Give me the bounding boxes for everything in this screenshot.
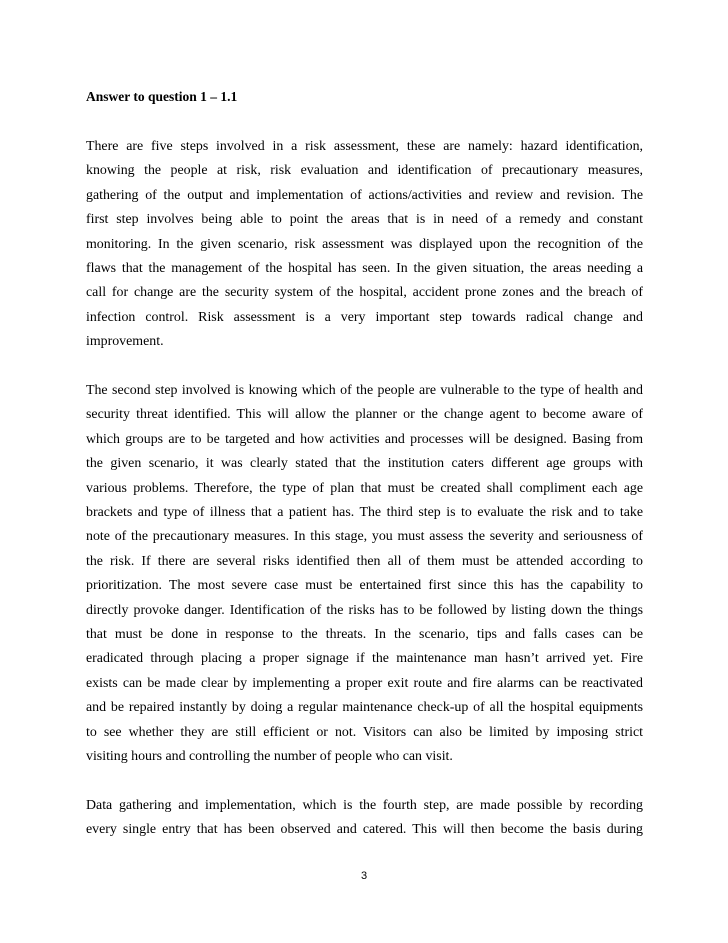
paragraph-line: every single entry that has been observed and catered. This will then become the basis during xyxy=(86,822,643,838)
paragraph-line: call for change are the security system of the hospital, accident prone zones and the breach of xyxy=(86,285,643,301)
paragraph-line: There are five steps involved in a risk assessment, these are namely: hazard identification, xyxy=(86,139,643,154)
paragraph-line: which groups are to be targeted and how activities and processes will be designed. Basing from xyxy=(86,431,643,447)
paragraph-line: note of the precautionary measures. In this stage, you must assess the severity and seriousness of xyxy=(86,529,643,545)
paragraph-line: monitoring. In the given scenario, risk assessment was displayed upon the recognition of the xyxy=(86,236,643,252)
paragraph-1 xyxy=(86,135,643,355)
paragraph-line: gathering of the output and implementation of actions/activities and review and revision. The xyxy=(86,187,643,203)
paragraph-line: brackets and type of illness that a patient has. The third step is to evaluate the risk and to take xyxy=(86,505,643,521)
paragraph-line: and be repaired instantly by doing a regular maintenance check-up of all the hospital equipments xyxy=(86,700,643,716)
paragraph-3 xyxy=(86,794,643,843)
paragraph-line: directly provoke danger. Identification of the risks has to be followed by listing down the things xyxy=(86,602,643,618)
paragraph-line: prioritization. The most severe case must be entertained first since this has the capability to xyxy=(86,578,643,594)
paragraph-line: The second step involved is knowing which of the people are vulnerable to the type of health and xyxy=(86,383,643,398)
paragraph-line: knowing the people at risk, risk evaluation and identification of precautionary measures, xyxy=(86,163,643,179)
paragraph-line: to see whether they are still efficient or not. Visitors can also be limited by imposing strict xyxy=(86,724,643,740)
section-heading: Answer to question 1 – 1.1 xyxy=(86,89,238,104)
paragraph-line: flaws that the management of the hospital has seen. In the given situation, the areas needing a xyxy=(86,261,643,277)
paragraph-line: that must be done in response to the threats. In the scenario, tips and falls cases can be xyxy=(86,627,643,643)
paragraph-line: infection control. Risk assessment is a very important step towards radical change and xyxy=(86,309,643,325)
paragraph-line: visiting hours and controlling the number of people who can visit. xyxy=(86,749,453,765)
paragraph-line: Data gathering and implementation, which is the fourth step, are made possible by recording xyxy=(86,798,643,813)
paragraph-line: exists can be made clear by implementing a proper exit route and fire alarms can be reactivated xyxy=(86,675,643,691)
paragraph-line: the risk. If there are several risks identified then all of them must be attended according to xyxy=(86,553,643,569)
page-number: 3 xyxy=(360,870,368,882)
paragraph-line: various problems. Therefore, the type of plan that must be created shall compliment each age xyxy=(86,480,643,496)
paragraph-line: first step involves being able to point the areas that is in need of a remedy and constant xyxy=(86,212,643,228)
paragraph-line: security threat identified. This will allow the planner or the change agent to become aware of xyxy=(86,407,643,423)
paragraph-line: eradicated through placing a proper signage if the maintenance man hasn’t arrived yet. Fire xyxy=(86,651,643,667)
paragraph-2 xyxy=(86,379,643,770)
paragraph-line: improvement. xyxy=(86,334,164,350)
paragraph-line: the given scenario, it was clearly stated that the institution caters different age groups with xyxy=(86,456,643,472)
